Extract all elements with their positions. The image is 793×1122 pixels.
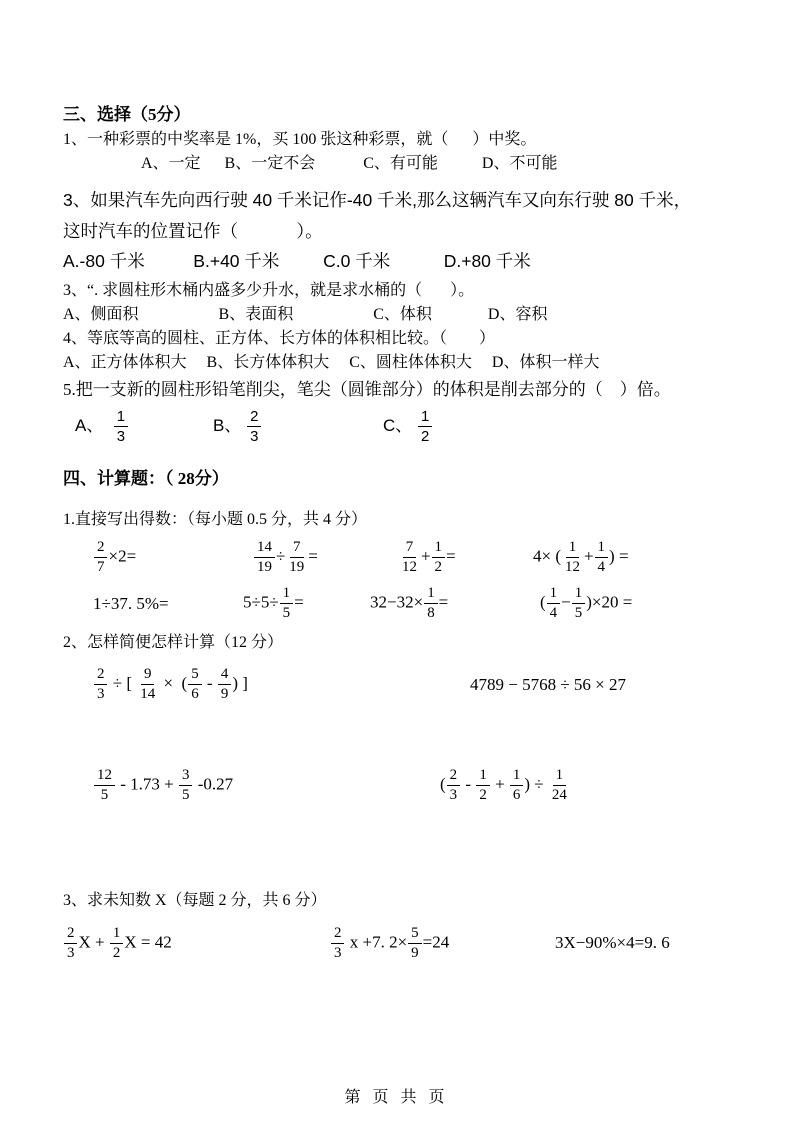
question-1-options: A、一定 B、一定不会 C、有可能 D、不可能 [141, 155, 558, 173]
fraction: $\frac{14}{19}$ [254, 539, 275, 576]
question-5-text: 5.把一支新的圆柱形铅笔削尖，笔尖（圆锥部分）的体积是削去部分的（ ）倍。 [63, 379, 671, 399]
question-5-options [63, 402, 727, 450]
fraction: $\frac{1}{2}$ [418, 408, 432, 445]
fraction: $\frac{2}{3}$ [64, 925, 77, 962]
solve-x-label: 3、求未知数 X（每题 2 分，共 6 分） [63, 891, 327, 909]
simplify-label: 2、怎样简便怎样计算（12 分） [63, 633, 284, 651]
expression: 32−32× $\frac{1}{8}$ = [370, 585, 449, 622]
question-4-text: 4、等底等高的圆柱、正方体、长方体的体积相比较。（ ） [63, 329, 496, 347]
question-5-option-c: C、 $\frac{1}{2}$ [383, 408, 433, 445]
fraction: $\frac{1}{12}$ [565, 539, 580, 576]
fraction: $\frac{12}{5}$ [94, 767, 115, 804]
page-footer: 第 页 共 页 [344, 1089, 449, 1106]
fraction: $\frac{2}{7}$ [94, 539, 107, 576]
question-2-line-1: 3、如果汽车先向西行驶 40 千米记作-40 千米,那么这辆汽车又向东行驶 80 千米， [63, 190, 692, 211]
direct-calc-label: 1.直接写出得数：（每小题 0.5 分，共 4 分） [63, 510, 368, 528]
fraction: $\frac{1}{4}$ [595, 539, 608, 576]
fraction: $\frac{1}{24}$ [551, 766, 567, 804]
expression: ( $\frac{2}{3}$ - $\frac{1}{2}$ + $\frac{1}{6}$ ) ÷ $\frac{1}{24}$ [440, 767, 571, 804]
expression: 4× ( $\frac{1}{12}$ + $\frac{1}{4}$ ) = [533, 539, 629, 576]
equation-2: $\frac{2}{3}$ x +7. 2× $\frac{5}{9}$ =24 [330, 925, 555, 962]
fraction: $\frac{5}{6}$ [188, 666, 201, 703]
expression: 4789 − 5768 ÷ 56 × 27 [470, 674, 627, 694]
section-calc-title: 四、计算题：（ 28分） [63, 469, 229, 489]
expression: $\frac{2}{7}$ ×2= [93, 539, 253, 576]
fraction: $\frac{1}{6}$ [510, 767, 523, 804]
simplify-row-2 [63, 763, 727, 809]
question-5-option-b: B、 $\frac{2}{3}$ [213, 408, 383, 445]
fraction: $\frac{2}{3}$ [94, 666, 107, 703]
fraction: $\frac{1}{5}$ [572, 585, 585, 622]
page-content [63, 102, 727, 967]
expression: $\frac{7}{12}$ + $\frac{1}{2}$ = [398, 539, 533, 576]
fraction: $\frac{2}{3}$ [447, 767, 460, 804]
direct-calc-row-2 [63, 581, 727, 627]
question-2-options: A.-80 千米 B.+40 千米 C.0 千米 D.+80 千米 [63, 251, 531, 272]
expression: ( $\frac{1}{4}$ − $\frac{1}{5}$ )×20 = [540, 585, 633, 622]
fraction: $\frac{5}{9}$ [408, 925, 421, 962]
fraction: $\frac{1}{2}$ [476, 767, 489, 804]
fraction: $\frac{1}{8}$ [424, 585, 437, 622]
fraction: $\frac{1}{3}$ [114, 408, 128, 445]
fraction: $\frac{4}{9}$ [218, 666, 231, 703]
fraction: $\frac{1}{4}$ [547, 585, 560, 622]
fraction: $\frac{1}{5}$ [280, 585, 293, 622]
expression: 1÷37. 5%= [93, 593, 169, 613]
question-3-text: 3、“. 求圆柱形木桶内盛多少升水，就是求水桶的（ ）。 [63, 281, 475, 299]
expression: $\frac{12}{5}$ - 1.73 + $\frac{3}{5}$ -0.27 [93, 767, 440, 804]
fraction: $\frac{2}{3}$ [331, 925, 344, 962]
equation-3: 3X−90%×4=9. 6 [555, 933, 670, 953]
fraction: $\frac{9}{14}$ [140, 665, 156, 703]
equation-1: $\frac{2}{3}$ X + $\frac{1}{2}$ X = 42 [63, 925, 330, 962]
direct-calc-row-1 [63, 535, 727, 581]
question-1-text: 1、一种彩票的中奖率是 1%，买 100 张这种彩票，就（ ）中奖。 [63, 130, 537, 148]
question-3-options: A、侧面积 B、表面积 C、体积 D、容积 [63, 305, 548, 323]
expression: 5÷5÷ $\frac{1}{5}$ = [243, 585, 304, 622]
fraction: $\frac{2}{3}$ [247, 408, 261, 445]
question-5-option-a: A、 $\frac{1}{3}$ [63, 408, 213, 445]
expression: $\frac{2}{3}$ ÷ [ $\frac{9}{14}$ × ( $\frac{5}{6}$ - $\frac{4}{9}$ ) ] [93, 666, 470, 703]
fraction: $\frac{1}{2}$ [110, 925, 123, 962]
fraction: $\frac{1}{2}$ [432, 539, 445, 576]
expression: $\frac{14}{19}$ ÷ $\frac{7}{19}$ = [253, 539, 398, 576]
question-4-options: A、正方体体积大 B、长方体体积大 C、圆柱体体积大 D、体积一样大 [63, 353, 600, 371]
section-choice-title: 三、选择（5分） [63, 105, 191, 124]
fraction: $\frac{7}{19}$ [289, 539, 305, 576]
fraction: $\frac{3}{5}$ [179, 767, 192, 804]
solve-x-row [63, 919, 727, 967]
question-2-line-2: 这时汽车的位置记作（ ）。 [63, 220, 323, 241]
fraction: $\frac{7}{12}$ [402, 539, 417, 576]
simplify-row-1 [63, 662, 727, 708]
